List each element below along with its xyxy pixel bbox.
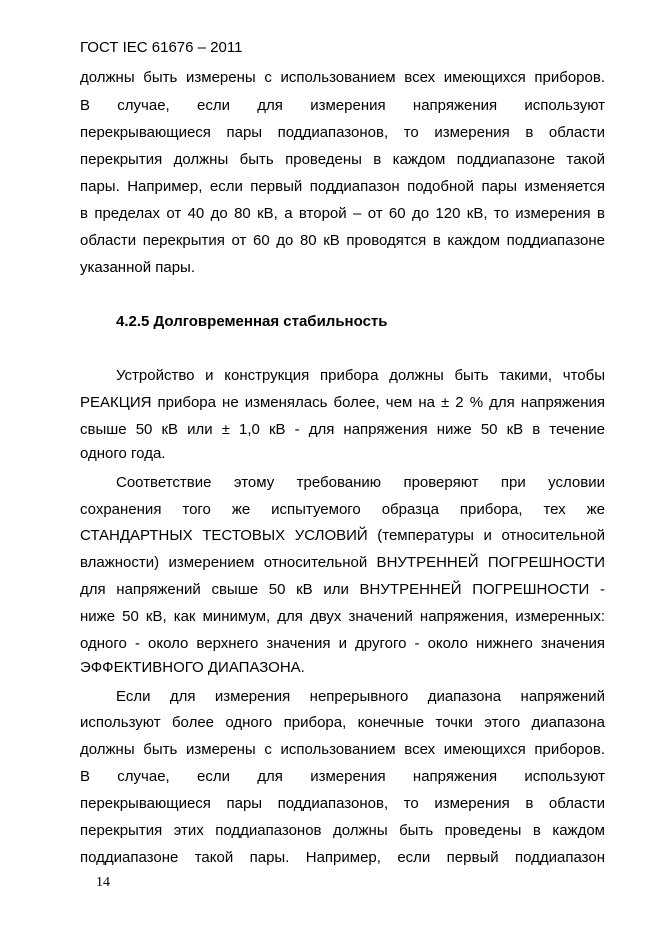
text-line: пары. Например, если первый поддиапазон подобной пары изменяется (80, 178, 605, 195)
text-line: РЕАКЦИЯ прибора не изменялась более, чем на ± 2 % для напряжения (80, 394, 605, 411)
text-line: ниже 50 кВ, как минимум, для двух значений напряжения, измеренных: (80, 608, 605, 625)
text-line: Соответствие этому требованию проверяют при условии (116, 474, 605, 491)
text-line: СТАНДАРТНЫХ ТЕСТОВЫХ УСЛОВИЙ (температуры и относительной (80, 527, 605, 544)
text-line: должны быть измерены с использованием всех имеющихся приборов. (80, 741, 605, 758)
text-line: области перекрытия от 60 до 80 кВ проводятся в каждом поддиапазоне (80, 232, 605, 249)
page-number: 14 (96, 875, 110, 890)
text-line: поддиапазоне такой пары. Например, если первый поддиапазон (80, 849, 605, 866)
section-heading: 4.2.5 Долговременная стабильность (116, 313, 388, 330)
text-line: в пределах от 40 до 80 кВ, а второй – от 60 до 120 кВ, то измерения в (80, 205, 605, 222)
text-line: перекрывающиеся пары поддиапазонов, то измерения в области (80, 795, 605, 812)
text-line: Если для измерения непрерывного диапазона напряжений (116, 688, 605, 705)
text-line: должны быть измерены с использованием всех имеющихся приборов. (80, 69, 605, 86)
text-line: для напряжений свыше 50 кВ или ВНУТРЕННЕЙ ПОГРЕШНОСТИ - (80, 581, 605, 598)
text-line: перекрытия этих поддиапазонов должны быть проведены в каждом (80, 822, 605, 839)
text-line: перекрытия должны быть проведены в каждом поддиапазоне такой (80, 151, 605, 168)
text-line: влажности) измерением относительной ВНУТРЕННЕЙ ПОГРЕШНОСТИ (80, 554, 605, 571)
text-line: В случае, если для измерения напряжения используют (80, 768, 605, 785)
text-line: указанной пары. (80, 259, 195, 276)
document-header: ГОСТ IEC 61676 – 2011 (80, 39, 243, 56)
text-line: сохранения того же испытуемого образца прибора, тех же (80, 501, 605, 518)
text-line: одного - около верхнего значения и другого - около нижнего значения (80, 635, 605, 652)
text-line: используют более одного прибора, конечные точки этого диапазона (80, 714, 605, 731)
text-line: Устройство и конструкция прибора должны быть такими, чтобы (116, 367, 605, 384)
text-line: перекрывающиеся пары поддиапазонов, то измерения в области (80, 124, 605, 141)
text-line: ЭФФЕКТИВНОГО ДИАПАЗОНА. (80, 659, 305, 676)
text-line: одного года. (80, 445, 166, 462)
text-line: свыше 50 кВ или ± 1,0 кВ - для напряжения ниже 50 кВ в течение (80, 421, 605, 438)
text-line: В случае, если для измерения напряжения используют (80, 97, 605, 114)
